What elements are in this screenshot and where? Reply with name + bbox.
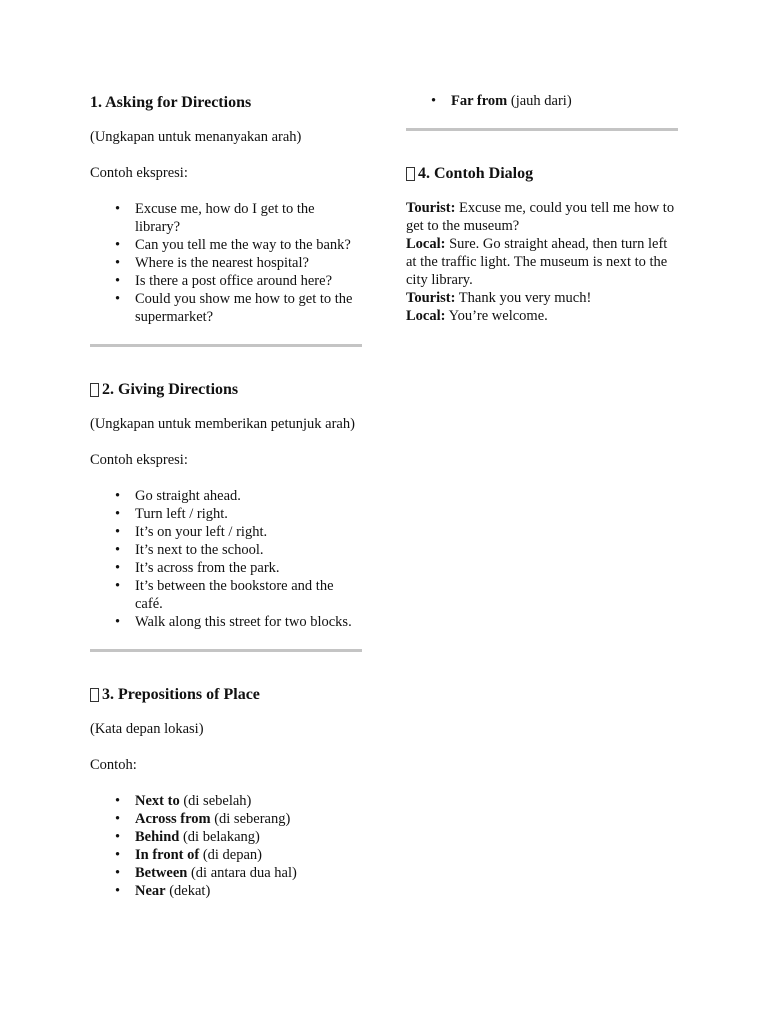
list-item: • Can you tell me the way to the bank? [135, 236, 362, 254]
section-intro: Contoh ekspresi: [90, 165, 188, 181]
preposition-term: Near [135, 883, 166, 899]
section-dialog [406, 163, 678, 325]
right-column [406, 92, 678, 325]
section-subtitle: (Kata depan lokasi) [90, 721, 204, 737]
list-item: • It’s between the bookstore and the café. [135, 577, 362, 613]
left-column [90, 92, 362, 900]
list-item: • It’s on your left / right. [135, 523, 362, 541]
section-intro: Contoh: [90, 757, 137, 773]
section-title: 1. Asking for Directions [90, 94, 252, 111]
preposition-meaning: (dekat) [169, 883, 211, 899]
section-heading [90, 379, 362, 401]
list-item [451, 92, 678, 110]
preposition-term: Next to [135, 793, 180, 809]
list-item [135, 828, 362, 846]
list-item: • Is there a post office around here? [135, 272, 362, 290]
preposition-term: Across from [135, 811, 211, 827]
section-subtitle: (Ungkapan untuk memberikan petunjuk arah) [90, 416, 355, 432]
dialog-speaker: Tourist: [406, 290, 456, 306]
section-heading [90, 684, 362, 706]
preposition-term: In front of [135, 847, 200, 863]
dialog-text: Excuse me, could you tell me how to get to the museum? [406, 200, 675, 234]
dialog-line [406, 307, 678, 325]
preposition-meaning: (jauh dari) [510, 93, 572, 109]
dialog-line [406, 235, 678, 289]
list-item: • Where is the nearest hospital? [135, 254, 362, 272]
dialog-line [406, 289, 678, 307]
section-prepositions [90, 684, 362, 900]
section-divider [406, 128, 678, 131]
section-title: 4. Contoh Dialog [418, 165, 534, 182]
preposition-list [90, 792, 362, 900]
preposition-term: Behind [135, 829, 180, 845]
preposition-list-continued [406, 92, 678, 110]
preposition-meaning: (di belakang) [182, 829, 260, 845]
expression-list [90, 487, 362, 631]
section-intro: Contoh ekspresi: [90, 452, 188, 468]
section-subtitle: (Ungkapan untuk menanyakan arah) [90, 129, 302, 145]
expression-list [90, 200, 362, 326]
section-title: 2. Giving Directions [102, 381, 239, 398]
preposition-meaning: (di seberang) [214, 811, 291, 827]
list-item [135, 882, 362, 900]
preposition-term: Far from [451, 93, 508, 109]
list-item: • Excuse me, how do I get to the library? [135, 200, 362, 236]
section-heading [406, 163, 678, 185]
list-item: • Go straight ahead. [135, 487, 362, 505]
section-title: 3. Prepositions of Place [102, 686, 260, 703]
list-item [135, 846, 362, 864]
section-divider [90, 344, 362, 347]
missing-glyph-icon [90, 688, 99, 702]
list-item: • Walk along this street for two blocks. [135, 613, 362, 631]
list-item: • It’s across from the park. [135, 559, 362, 577]
dialog-speaker: Tourist: [406, 200, 456, 216]
section-divider [90, 649, 362, 652]
dialog-speaker: Local: [406, 236, 446, 252]
list-item [135, 792, 362, 810]
missing-glyph-icon [90, 383, 99, 397]
section-asking-directions [90, 92, 362, 326]
list-item: • Could you show me how to get to the supermarket? [135, 290, 362, 326]
dialog-block [406, 199, 678, 325]
dialog-text: Sure. Go straight ahead, then turn left at the traffic light. The museum is next to the city library. [406, 236, 668, 288]
list-item: • It’s next to the school. [135, 541, 362, 559]
dialog-text: You’re welcome. [448, 308, 548, 324]
preposition-meaning: (di depan) [202, 847, 262, 863]
dialog-line [406, 199, 678, 235]
list-item [135, 864, 362, 882]
list-item [135, 810, 362, 828]
missing-glyph-icon [406, 167, 415, 181]
dialog-text: Thank you very much! [458, 290, 592, 306]
preposition-meaning: (di antara dua hal) [190, 865, 297, 881]
preposition-term: Between [135, 865, 188, 881]
list-item: • Turn left / right. [135, 505, 362, 523]
dialog-speaker: Local: [406, 308, 446, 324]
section-giving-directions [90, 379, 362, 631]
preposition-meaning: (di sebelah) [183, 793, 252, 809]
